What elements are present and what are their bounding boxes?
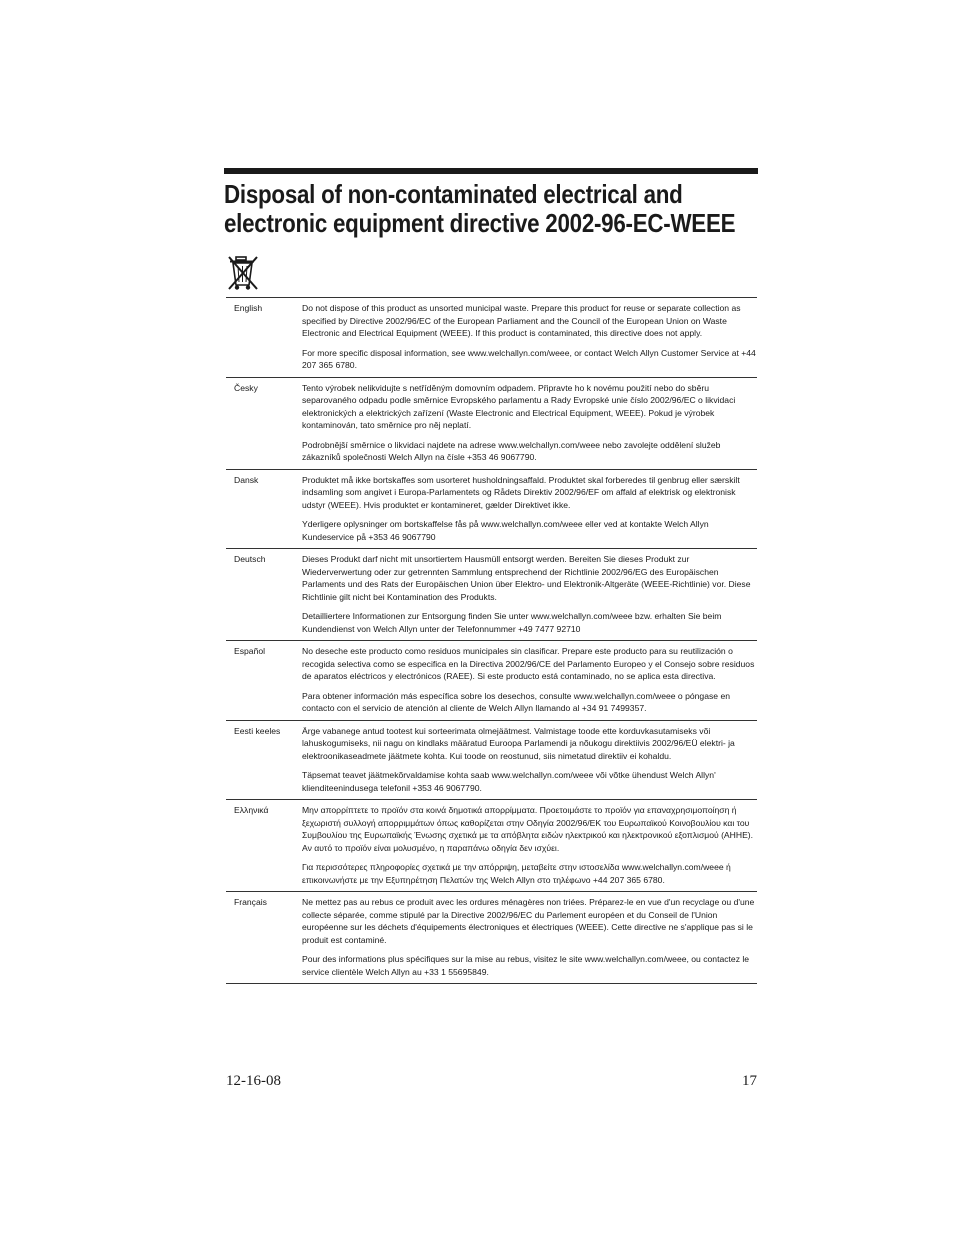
language-name: Dansk [226,469,302,549]
table-row [226,641,757,721]
contact-paragraph: Pour des informations plus spécifiques sur la mise au rebus, visitez le site www.welchallyn.com/weee, ou contactez le service clientèle Welch Allyn au +33 1 55695849. [302,954,750,977]
language-text [302,469,757,549]
crossed-out-wheeled-bin-icon [226,254,260,292]
title-line-1: Disposal of non-contaminated electrical and [224,179,683,209]
page-title [224,179,736,238]
language-text [302,800,757,892]
disposal-paragraph: Do not dispose of this product as unsorted municipal waste. Prepare this product for reuse or separate collection as specified by Directive 2002/96/EC of the European Parliament and the Council of the European Union on Waste Electronic and Electrical Equipment (WEEE). If this product is contaminated, this directive does not apply. [302,303,741,338]
language-name: Eesti keeles [226,720,302,800]
language-text [302,298,757,378]
disposal-paragraph: Ärge vabanege antud tootest kui sorteerimata olmejäätmest. Valmistage toode ette korduvkasutamiseks või lahuskogumiseks, nii nagu on kindlaks määratud Euroopa Parlamendi ja nõukogu direktiivis 2002/96/EÜ elektri- ja elektroonikaseadmete jäätmete kohta. Kui toode on reostunud, siis nimetatud direktiiv ei kohaldu. [302,725,735,761]
top-rule [224,168,758,174]
disposal-paragraph: Dieses Produkt darf nicht mit unsortiertem Hausmüll entsorgt werden. Bereiten Sie dieses Produkt zur Wiederverwertung oder zur getrennten Sammlung entsprechend der Richtlinie 2002/96/EG des Europäischen Parlaments und des Rats der Europäischen Union über Elektro- und Elektronik-Altgeräte (WEEE-Richtlinie) vor. Diese Richtlinie gilt nicht bei Kontamination des Produkts. [302,554,751,602]
language-name: English [226,298,302,378]
language-name: Ελληνικά [226,800,302,892]
language-text [302,892,757,984]
language-table [226,297,757,984]
table-row [226,377,757,469]
table-row [226,469,757,549]
language-name: Français [226,892,302,984]
language-text [302,549,757,641]
table-row [226,892,757,984]
table-row [226,800,757,892]
language-text [302,641,757,721]
disposal-paragraph: Μην απορρίπτετε το προϊόν στα κοινά δημοτικά απορρίμματα. Προετοιμάστε το προϊόν για επαναχρησιμοποίηση ή ξεχωριστή συλλογή απορριμμάτων όπως καθορίζεται στην Οδηγία 2002/96/ΕΚ του Ευρωπαϊκού Κοινοβουλίου και του Συμβουλίου της Ευρωπαϊκής Ένωσης σχετικά με τα απόβλητα ειδών ηλεκτρικού και ηλεκτρονικού εξοπλισμού (ΑΗΗΕ). Αν αυτό το προϊόν είναι μολυσμένο, η παραπάνω οδηγία δεν ισχύει. [302,805,754,853]
table-row [226,298,757,378]
disposal-paragraph: Tento výrobek nelikvidujte s netříděným domovním odpadem. Připravte ho k novému použití nebo do sběru separovaného odpadu podle směrnice Evropského parlamentu a Rady Evropské unie číslo 2002/96/EC o likvidaci elektronických a elektrických zařízení (Waste Electronic and Electrical Equipment, WEEE). Pokud je výrobek kontaminován, tato směrnice pro něj neplatí. [302,382,736,430]
contact-paragraph: Για περισσότερες πληροφορίες σχετικά με την απόρριψη, μεταβείτε στην ιστοσελίδα www.welchallyn.com/weee ή επικοινωνήστε με την Εξυπηρέτηση Πελατών της Welch Allyn στο τηλέφωνο +44 207 365 6780. [302,862,731,885]
language-name: Español [226,641,302,721]
disposal-paragraph: No deseche este producto como residuos municipales sin clasificar. Prepare este producto para su reutilización o recogida selectiva como se especifica en la Directiva 2002/96/CE del Parlamento Europeo y el Consejo sobre residuos de aparatos eléctricos y electrónicos (RAEE). Si este producto está contaminado, no se aplica esta directiva. [302,646,755,681]
contact-paragraph: Podrobnější směrnice o likvidaci najdete na adrese www.welchallyn.com/weee nebo zavolejte oddělení služeb zákazníků společnosti Welch Allyn na čísle +353 46 9067790. [302,439,721,462]
title-line-2: electronic equipment directive 2002-96-EC-WEEE [224,208,736,238]
footer-date: 12-16-08 [226,1073,281,1089]
contact-paragraph: Täpsemat teavet jäätmekõrvaldamise kohta saab www.welchallyn.com/weee või võtke ühendust Welch Allyn' klienditeenindusega telefonil +353 46 9067790. [302,770,716,793]
language-name: Deutsch [226,549,302,641]
language-text [302,720,757,800]
disposal-paragraph: Ne mettez pas au rebus ce produit avec les ordures ménagères non triées. Préparez-le en vue d'un recyclage ou d'une collecte séparée, comme stipulé par la Directive 2002/96/EC du Parlement européen et du Conseil de l'Union européenne sur les déchets d'équipements électroniques et électriques (WEEE). Cette directive ne s'applique pas si le produit est contaminé. [302,897,755,945]
language-text [302,377,757,469]
page-number: 17 [742,1073,757,1089]
contact-paragraph: Detailliertere Informationen zur Entsorgung finden Sie unter www.welchallyn.com/weee bzw. erhalten Sie beim Kundendienst von Welch Allyn unter der Telefonnummer +49 7477 92710 [302,611,722,634]
table-row [226,549,757,641]
contact-paragraph: Yderligere oplysninger om bortskaffelse fås på www.welchallyn.com/weee eller ved at kontakte Welch Allyn Kundeservice på +353 46 9067790 [302,519,709,542]
table-row [226,720,757,800]
contact-paragraph: For more specific disposal information, see www.welchallyn.com/weee, or contact Welch Allyn Customer Service at +44 207 365 6780. [302,347,756,370]
contact-paragraph: Para obtener información más específica sobre los desechos, consulte www.welchallyn.com/weee o póngase en contacto con el servicio de atención al cliente de Welch Allyn llamando al +34 91 7499357. [302,690,731,713]
disposal-paragraph: Produktet må ikke bortskaffes som usorteret husholdningsaffald. Produktet skal forberedes til genbrug eller særskilt indsamling som angivet i Europa-Parlamentets og Rådets Direktiv 2002/96/EF om affald af elektrisk og elektronisk udstyr (WEEE). Hvis produktet er kontamineret, gælder Direktivet ikke. [302,474,740,510]
language-name: Česky [226,377,302,469]
